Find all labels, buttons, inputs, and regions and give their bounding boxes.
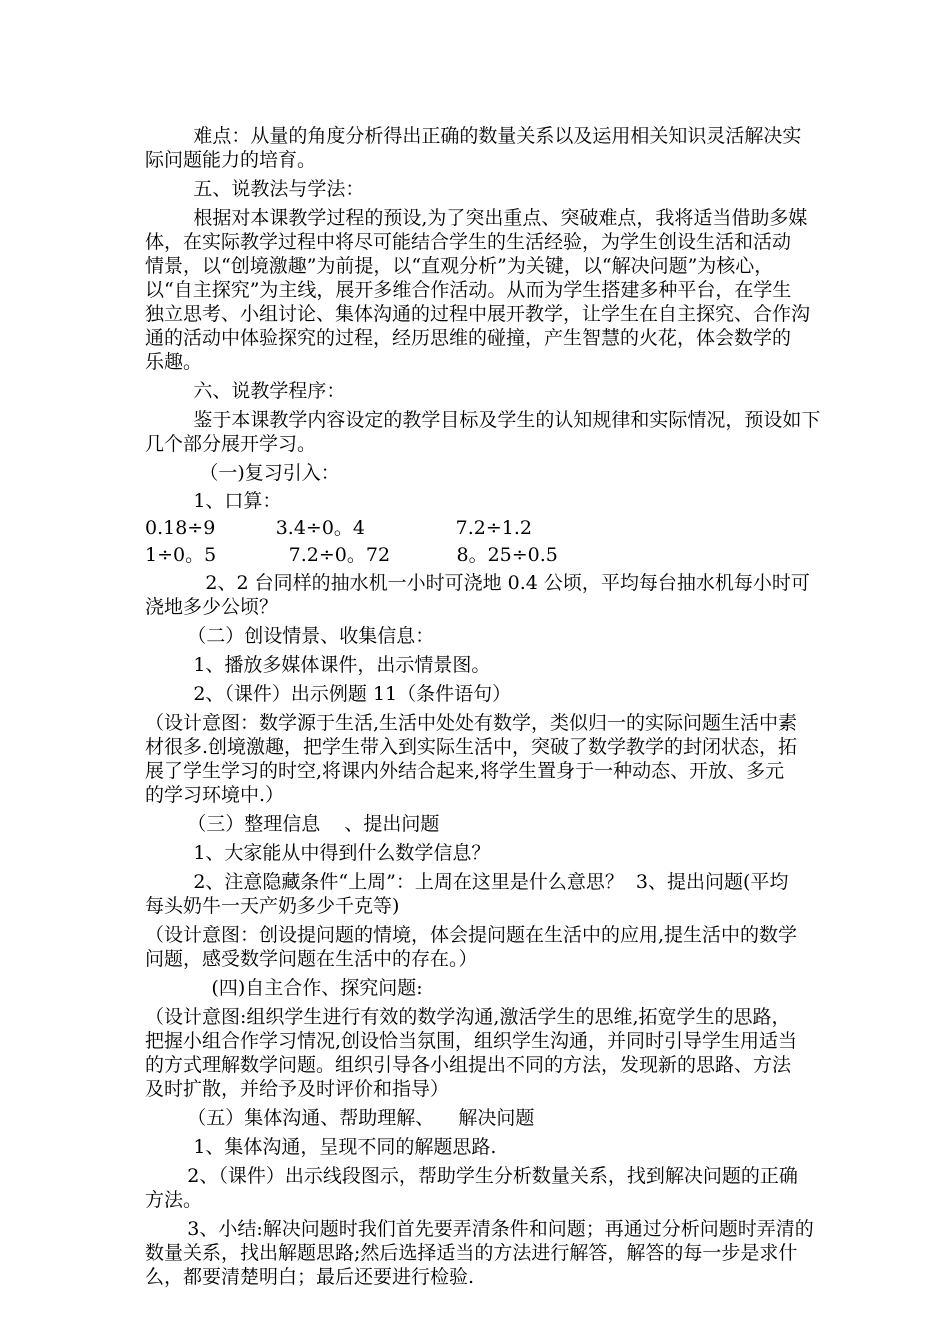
text-line: （五）集体沟通、帮助理解、 解决问题 [145,1107,535,1129]
text-line: 六、说教学程序： [145,380,346,402]
text-line: 方法。 [145,1189,203,1211]
text-line: 浇地多少公顷？ [145,596,279,618]
text-line: 通的活动中体验探究的过程，经历思维的碰撞，产生智慧的火花，体会数学的 [145,327,792,349]
text-line: 的方式理解数学问题。组织引导各小组提出不同的方法，发现新的思路、方法 [145,1054,792,1076]
text-line: (四)自主合作、探究问题: [145,977,423,999]
text-line: 材很多.创境激趣，把学生带入到实际生活中，突破了数学教学的封闭状态，拓 [145,736,798,758]
text-line: 及时扩散，并给予及时评价和指导） [145,1078,450,1100]
text-line: （设计意图:组织学生进行有效的数学沟通,激活学生的思维,拓宽学生的思路， [145,1006,791,1028]
text-line: 际问题能力的培育。 [145,149,317,171]
text-line: （设计意图：创设提问题的情境，体会提问题在生活中的应用,提生活中的数学 [145,924,798,946]
text-line: 以“自主探究”为主线，展开多维合作活动。从而为学生搭建多种平台，在学生 [145,279,792,301]
text-line: 1、大家能从中得到什么数学信息？ [145,842,491,864]
text-line: 问题，感受数学问题在生活中的存在。） [145,948,478,970]
text-line: 2、（课件）出示例题 11（条件语句） [145,683,512,705]
text-line: 1、播放多媒体课件，出示情景图。 [145,654,491,676]
text-line: 把握小组合作学习情况,创设恰当氛围，组织学生沟通，并同时引导学生用适当 [145,1030,798,1052]
text-line: 乐趣。 [145,351,203,373]
text-line: 0.18÷9 3.4÷0。4 7.2÷1.2 [145,517,532,539]
text-line: （一)复习引入： [145,462,340,484]
text-line: 根据对本课教学过程的预设,为了突出重点、突破难点，我将适当借助多媒 [145,207,808,229]
text-line: 的学习环境中.） [145,784,285,806]
text-line: 1、口算： [145,490,282,512]
text-line: 么，都要清楚明白；最后还要进行检验. [145,1266,475,1288]
text-line: （二）创设情景、收集信息： [145,625,435,647]
text-line: 2、注意隐藏条件“上周”：上周在这里是什么意思？ 3、提出问题(平均 [145,871,789,893]
text-line: 五、说教法与学法： [145,178,365,200]
text-line: 3、小结:解决问题时我们首先要弄清条件和问题；再通过分析问题时弄清的 [145,1218,814,1240]
text-line: 独立思考、小组讨论、集体沟通的过程中展开教学，让学生在自主探究、合作沟 [145,303,811,325]
text-line: 展了学生学习的时空,将课内外结合起来,将学生置身于一种动态、开放、多元 [145,760,785,782]
text-line: 几个部分展开学习。 [145,433,317,455]
text-line: 2、（课件）出示线段图示，帮助学生分析数量关系，找到解决问题的正确 [145,1165,798,1187]
text-line: 体，在实际教学过程中将尽可能结合学生的生活经验，为学生创设生活和活动 [145,231,792,253]
text-line: 2、2 台同样的抽水机一小时可浇地 0.4 公顷，平均每台抽水机每小时可 [145,572,810,594]
text-line: 每头奶牛一天产奶多少千克等) [145,895,400,917]
text-line: （设计意图：数学源于生活,生活中处处有数学，类似归一的实际问题生活中素 [145,712,798,734]
text-line: 数量关系，找出解题思路;然后选择适当的方法进行解答，解答的每一步是求什 [145,1242,798,1264]
text-line: （三）整理信息 、提出问题 [145,813,440,835]
text-line: 难点：从量的角度分析得出正确的数量关系以及运用相关知识灵活解决实 [145,125,802,147]
text-line: 1÷0。5 7.2÷0。72 8。25÷0.5 [145,544,558,566]
text-line: 鉴于本课教学内容设定的教学目标及学生的认知规律和实际情况，预设如下 [145,409,821,431]
text-line: 1、集体沟通，呈现不同的解题思路. [145,1136,497,1158]
text-line: 情景，以“创境激趣”为前提，以“直观分析”为关键，以“解决问题”为核心， [145,255,774,277]
